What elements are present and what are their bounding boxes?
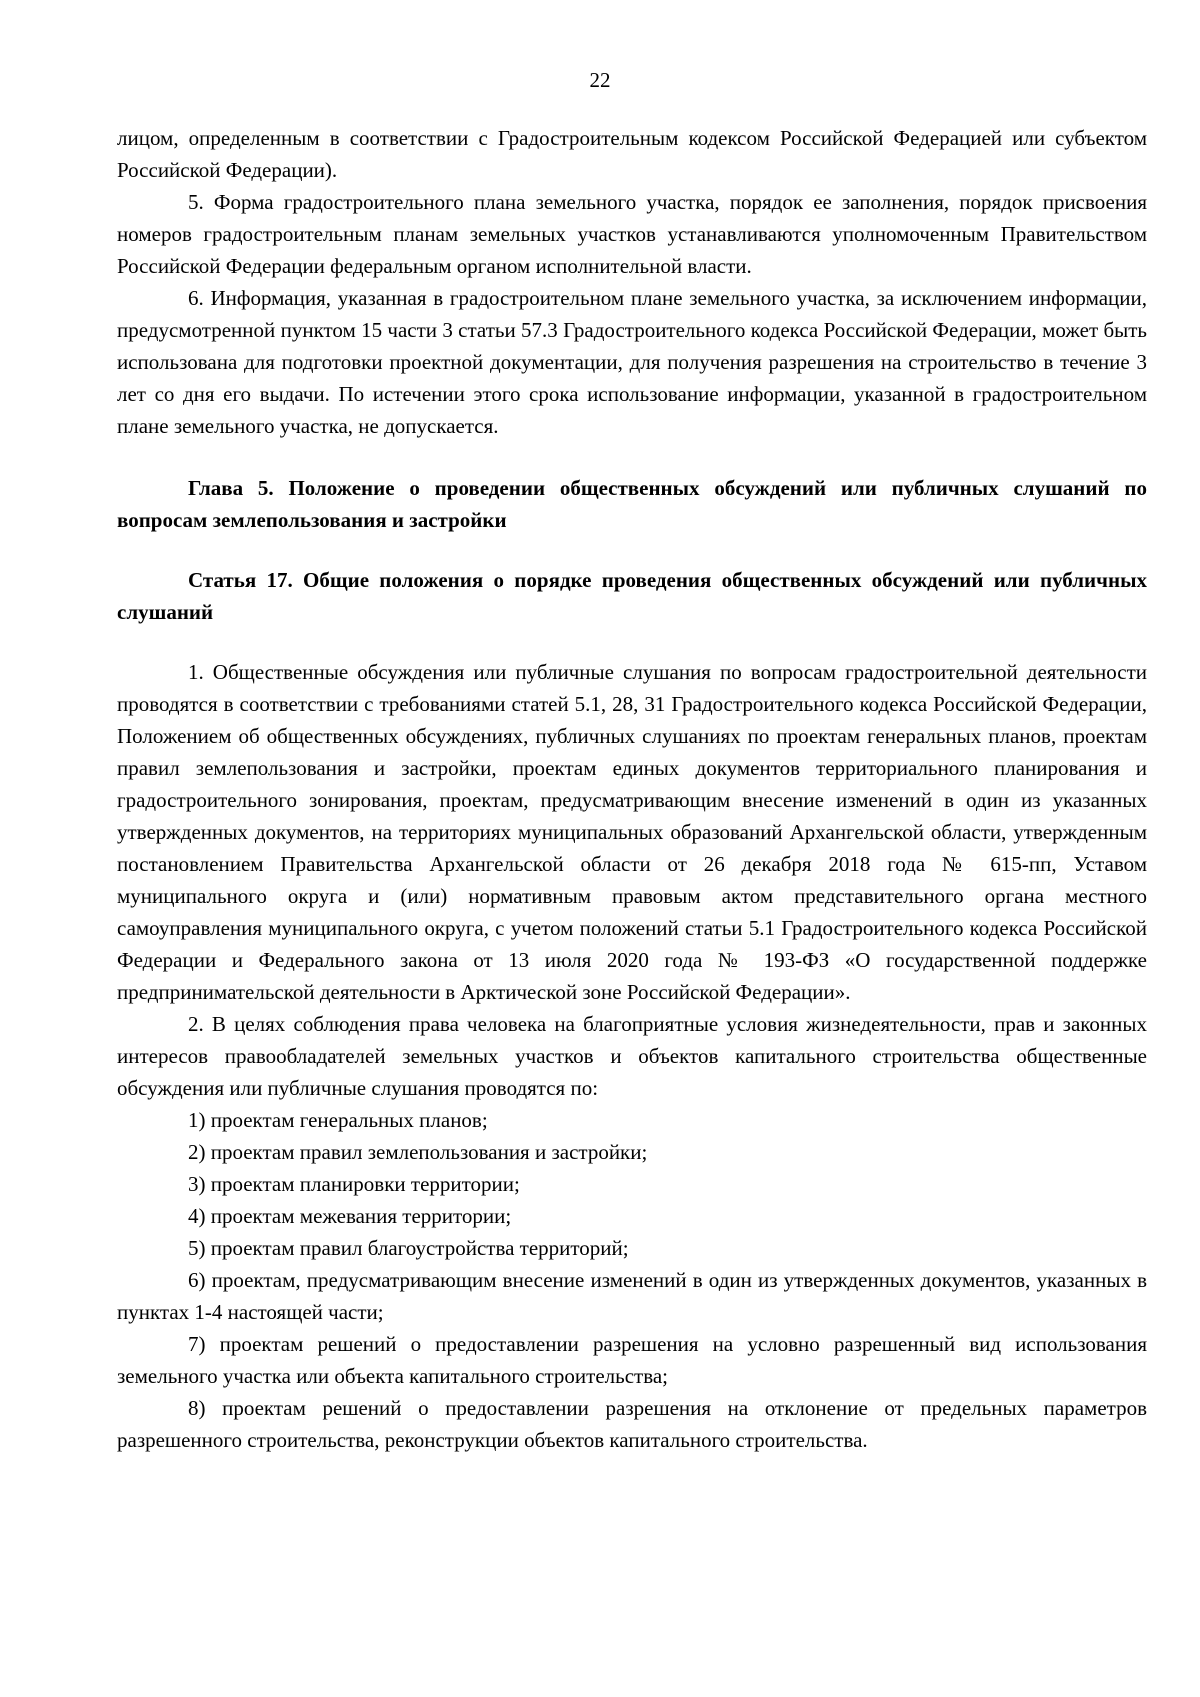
article-item-2: 2. В целях соблюдения права человека на благоприятные условия жизнедеятельности, прав и законных интересов правообладателей земельных участков и объектов капитального строительства общественные обсуждения или публичные слушания проводятся по: [117, 1012, 1147, 1100]
list-item: 5) проектам правил благоустройства территорий; [188, 1236, 629, 1260]
paragraph-item-6: 6. Информация, указанная в градостроительном плане земельного участка, за исключением информации, предусмотренной пунктом 15 части 3 статьи 57.3 Градостроительного кодекса Российской Федерации, может быть использована для подготовки проектной документации, для получения разрешения на строительство в течение 3 лет со дня его выдачи. По истечении этого срока использование информации, указанной в градостроительном плане земельного участка, не допускается. [117, 286, 1147, 438]
paragraph-item-5: 5. Форма градостроительного плана земельного участка, порядок ее заполнения, порядок присвоения номеров градостроительным планам земельных участков устанавливаются уполномоченным Правительством Российской Федерации федеральным органом исполнительной власти. [117, 190, 1147, 278]
page-number: 22 [589, 68, 611, 92]
page-content [117, 122, 1147, 1456]
list-item: 6) проектам, предусматривающим внесение изменений в один из утвержденных документов, указанных в пунктах 1-4 настоящей части; [117, 1268, 1147, 1324]
chapter-heading: Глава 5. Положение о проведении общественных обсуждений или публичных слушаний по вопросам землепользования и застройки [117, 476, 1147, 532]
paragraph-continuation: лицом, определенным в соответствии с Градостроительным кодексом Российской Федерацией или субъектом Российской Федерации). [117, 126, 1147, 182]
list-item: 2) проектам правил землепользования и застройки; [188, 1140, 648, 1164]
list-item: 1) проектам генеральных планов; [188, 1108, 488, 1132]
list-item: 4) проектам межевания территории; [188, 1204, 512, 1228]
list-item: 3) проектам планировки территории; [188, 1172, 520, 1196]
article-item-1: 1. Общественные обсуждения или публичные слушания по вопросам градостроительной деятельности проводятся в соответствии с требованиями статей 5.1, 28, 31 Градостроительного кодекса Российской Федерации, Положением об общественных обсуждениях, публичных слушаниях по проектам генеральных планов, проектам правил землепользования и застройки, проектам единых документов территориального планирования и градостроительного зонирования, проектам, предусматривающим внесение изменений в один из указанных утвержденных документов, на территориях муниципальных образований Архангельской области, утвержденным постановлением Правительства Архангельской области от 26 декабря 2018 года № 615-пп, Уставом муниципального округа и (или) нормативным правовым актом представительного органа местного самоуправления муниципального округа, с учетом положений статьи 5.1 Градостроительного кодекса Российской Федерации и Федерального закона от 13 июля 2020 года № 193-ФЗ «О государственной поддержке предпринимательской деятельности в Арктической зоне Российской Федерации». [117, 660, 1147, 1004]
article-heading: Статья 17. Общие положения о порядке проведения общественных обсуждений или публичных слушаний [117, 568, 1147, 624]
list-item: 7) проектам решений о предоставлении разрешения на условно разрешенный вид использования земельного участка или объекта капитального строительства; [117, 1332, 1147, 1388]
list-item: 8) проектам решений о предоставлении разрешения на отклонение от предельных параметров разрешенного строительства, реконструкции объектов капитального строительства. [117, 1396, 1147, 1452]
